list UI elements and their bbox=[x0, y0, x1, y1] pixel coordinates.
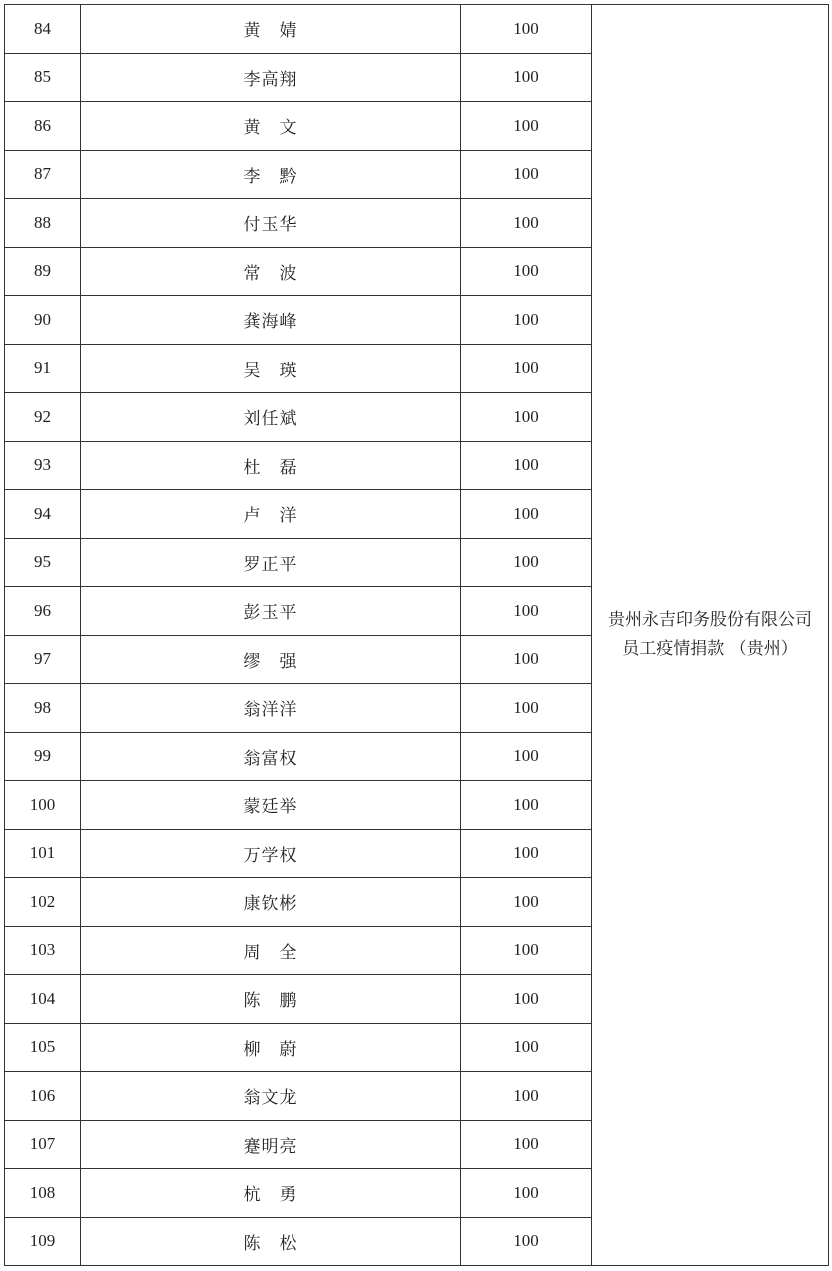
row-number: 93 bbox=[5, 441, 81, 490]
donation-amount: 100 bbox=[461, 150, 592, 199]
donor-name: 翁洋洋 bbox=[81, 684, 461, 733]
donation-amount: 100 bbox=[461, 296, 592, 345]
donation-amount: 100 bbox=[461, 975, 592, 1024]
donation-amount: 100 bbox=[461, 5, 592, 54]
row-number: 99 bbox=[5, 732, 81, 781]
donor-name: 卢 洋 bbox=[81, 490, 461, 539]
note-line-2: 员工疫情捐款 （贵州） bbox=[622, 639, 798, 659]
row-number: 109 bbox=[5, 1217, 81, 1266]
note-line-1: 贵州永吉印务股份有限公司 bbox=[608, 610, 812, 630]
row-number: 104 bbox=[5, 975, 81, 1024]
donor-name: 黄 婧 bbox=[81, 5, 461, 54]
donation-amount: 100 bbox=[461, 490, 592, 539]
row-number: 100 bbox=[5, 781, 81, 830]
row-number: 87 bbox=[5, 150, 81, 199]
row-number: 101 bbox=[5, 829, 81, 878]
donation-amount: 100 bbox=[461, 102, 592, 151]
donation-amount: 100 bbox=[461, 635, 592, 684]
donor-name: 杜 磊 bbox=[81, 441, 461, 490]
donor-name: 吴 瑛 bbox=[81, 344, 461, 393]
donation-amount: 100 bbox=[461, 199, 592, 248]
donor-name: 周 全 bbox=[81, 926, 461, 975]
row-number: 98 bbox=[5, 684, 81, 733]
donation-amount: 100 bbox=[461, 1072, 592, 1121]
row-number: 96 bbox=[5, 587, 81, 636]
row-number: 86 bbox=[5, 102, 81, 151]
row-number: 91 bbox=[5, 344, 81, 393]
donation-amount: 100 bbox=[461, 441, 592, 490]
donor-name: 缪 强 bbox=[81, 635, 461, 684]
table-row bbox=[5, 5, 829, 54]
row-number: 95 bbox=[5, 538, 81, 587]
donation-amount: 100 bbox=[461, 344, 592, 393]
row-number: 88 bbox=[5, 199, 81, 248]
donation-amount: 100 bbox=[461, 1169, 592, 1218]
donation-amount: 100 bbox=[461, 781, 592, 830]
donor-name: 翁文龙 bbox=[81, 1072, 461, 1121]
donation-amount: 100 bbox=[461, 1023, 592, 1072]
donation-amount: 100 bbox=[461, 53, 592, 102]
donation-amount: 100 bbox=[461, 829, 592, 878]
row-number: 105 bbox=[5, 1023, 81, 1072]
donation-amount: 100 bbox=[461, 538, 592, 587]
row-number: 90 bbox=[5, 296, 81, 345]
donor-name: 翁富权 bbox=[81, 732, 461, 781]
donor-name: 万学权 bbox=[81, 829, 461, 878]
donor-name: 刘任斌 bbox=[81, 393, 461, 442]
donor-name: 蒙廷举 bbox=[81, 781, 461, 830]
donor-name: 陈 松 bbox=[81, 1217, 461, 1266]
row-number: 85 bbox=[5, 53, 81, 102]
donor-name: 李 黔 bbox=[81, 150, 461, 199]
donation-amount: 100 bbox=[461, 393, 592, 442]
donation-source-note bbox=[592, 5, 829, 1266]
donor-name: 杭 勇 bbox=[81, 1169, 461, 1218]
donor-name: 付玉华 bbox=[81, 199, 461, 248]
row-number: 106 bbox=[5, 1072, 81, 1121]
donation-amount: 100 bbox=[461, 1217, 592, 1266]
donation-amount: 100 bbox=[461, 1120, 592, 1169]
donor-name: 陈 鹏 bbox=[81, 975, 461, 1024]
donation-amount: 100 bbox=[461, 684, 592, 733]
row-number: 89 bbox=[5, 247, 81, 296]
row-number: 92 bbox=[5, 393, 81, 442]
row-number: 103 bbox=[5, 926, 81, 975]
row-number: 97 bbox=[5, 635, 81, 684]
donor-name: 蹇明亮 bbox=[81, 1120, 461, 1169]
donation-amount: 100 bbox=[461, 247, 592, 296]
donor-name: 黄 文 bbox=[81, 102, 461, 151]
row-number: 102 bbox=[5, 878, 81, 927]
donor-name: 柳 蔚 bbox=[81, 1023, 461, 1072]
donation-table bbox=[4, 4, 829, 1266]
row-number: 94 bbox=[5, 490, 81, 539]
donor-name: 常 波 bbox=[81, 247, 461, 296]
donor-name: 罗正平 bbox=[81, 538, 461, 587]
donor-name: 康钦彬 bbox=[81, 878, 461, 927]
row-number: 107 bbox=[5, 1120, 81, 1169]
donation-amount: 100 bbox=[461, 926, 592, 975]
row-number: 84 bbox=[5, 5, 81, 54]
donation-amount: 100 bbox=[461, 878, 592, 927]
donor-name: 龚海峰 bbox=[81, 296, 461, 345]
donation-amount: 100 bbox=[461, 587, 592, 636]
donation-amount: 100 bbox=[461, 732, 592, 781]
row-number: 108 bbox=[5, 1169, 81, 1218]
donation-table-body bbox=[5, 5, 829, 1266]
donor-name: 彭玉平 bbox=[81, 587, 461, 636]
donor-name: 李高翔 bbox=[81, 53, 461, 102]
